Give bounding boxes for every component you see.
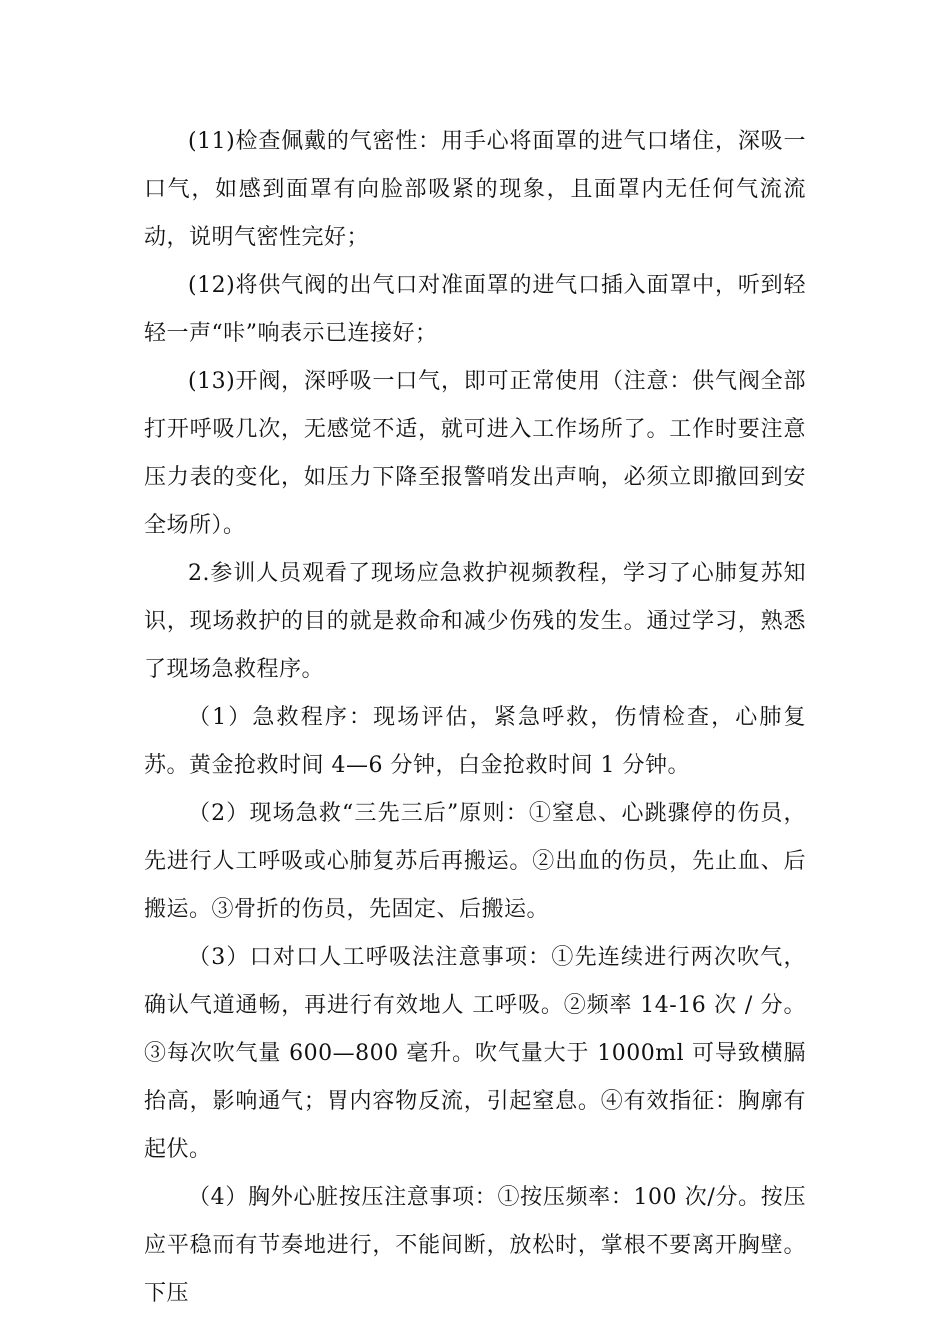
paragraph-2-training-summary: 2.参训人员观看了现场应急救护视频教程，学习了心肺复苏知识，现场救护的目的就是救命和减少伤残的发生。通过学习，熟悉了现场急救程序。	[144, 561, 806, 682]
paragraph-first-aid-procedure: （1）急救程序：现场评估，紧急呼救，伤情检查，心肺复苏。黄金抢救时间 4—6 分钟，白金抢救时间 1 分钟。	[144, 705, 806, 778]
paragraph-mouth-to-mouth: （3）口对口人工呼吸法注意事项：①先连续进行两次吹气，确认气道通畅，再进行有效地人 工呼吸。②频率 14-16 次 / 分。③每次吹气量 600—800 毫升。吹气量大于 1000ml 可导致横膈抬高，影响通气；胃内容物反流，引起窒息。④有效指征：胸廓有起伏。	[144, 945, 806, 1162]
paragraph-13-open-valve: (13)开阀，深呼吸一口气，即可正常使用（注意：供气阀全部打开呼吸几次，无感觉不适，就可进入工作场所了。工作时要注意压力表的变化，如压力下降至报警哨发出声响，必须立即撤回到安全场所）。	[144, 369, 806, 538]
paragraph-11-airtightness-check: (11)检查佩戴的气密性：用手心将面罩的进气口堵住，深吸一口气，如感到面罩有向脸部吸紧的现象，且面罩内无任何气流流动，说明气密性完好；	[144, 129, 806, 250]
paragraph-three-first-principle: （2）现场急救“三先三后”原则：①窒息、心跳骤停的伤员，先进行人工呼吸或心肺复苏后再搬运。②出血的伤员，先止血、后搬运。③骨折的伤员，先固定、后搬运。	[144, 801, 806, 922]
document-body	[144, 118, 806, 1318]
paragraph-chest-compression: （4）胸外心脏按压注意事项：①按压频率：100 次/分。按压应平稳而有节奏地进行，不能间断，放松时，掌根不要离开胸壁。下压	[144, 1185, 806, 1306]
paragraph-12-valve-connection: (12)将供气阀的出气口对准面罩的进气口插入面罩中，听到轻轻一声“咔”响表示已连接好；	[144, 273, 806, 346]
